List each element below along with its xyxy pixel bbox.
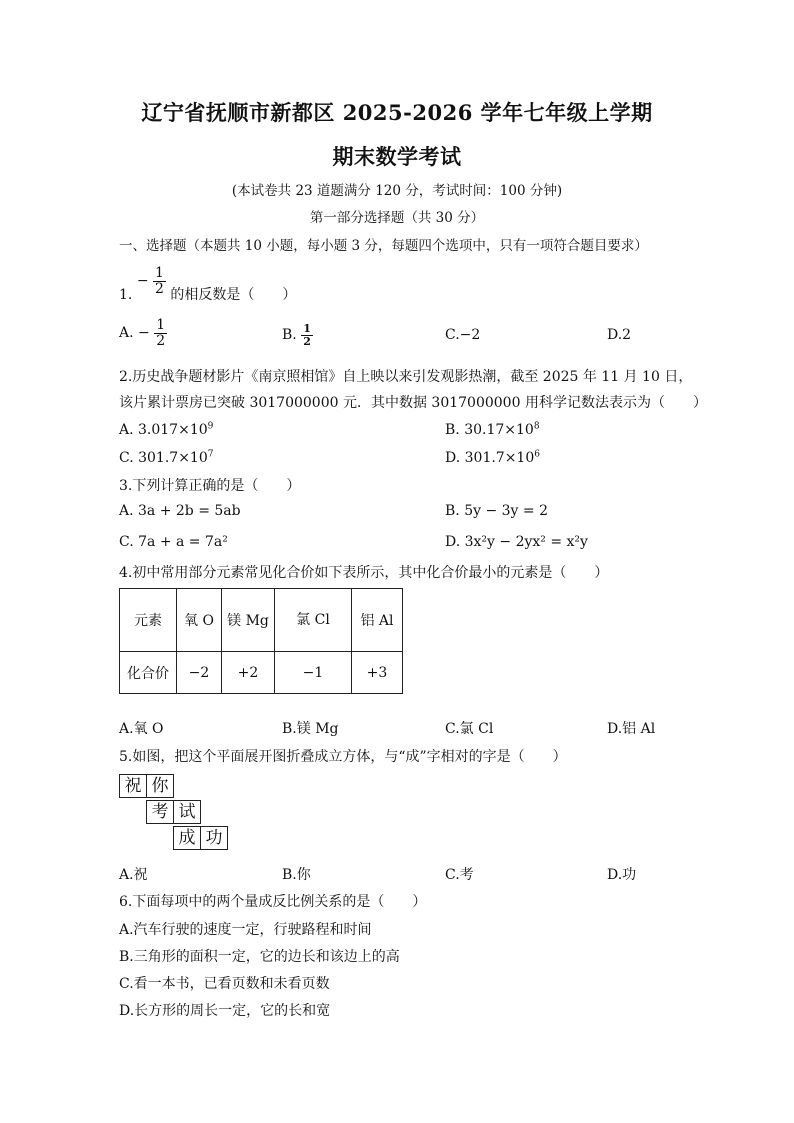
q2-option-d: D. $301.7\times 10^6$	[445, 449, 540, 466]
net-cell: 考	[146, 800, 174, 824]
section-heading: 一、选择题（本题共 10 小题，每小题 3 分，每题四个选项中，只有一项符合题目要求）	[119, 238, 648, 254]
q4-option-c: C.氯 Cl	[445, 721, 494, 737]
net-cell: 你	[146, 774, 174, 798]
q5-option-c: C.考	[445, 867, 474, 883]
question-1-stem: 的相反数是（ ）	[170, 287, 297, 304]
table-cell: 镁 Mg	[222, 589, 275, 652]
q4-option-a: A.氧 O	[119, 721, 164, 737]
question-2-line1: 2.历史战争题材影片《南京照相馆》自上映以来引发观影热潮，截至 2025 年 11 月 10 日，	[119, 369, 693, 385]
q2-option-b: B. $30.17\times 10^8$	[445, 421, 540, 438]
table-cell: 化合价	[120, 652, 177, 694]
q3-option-c: C. 7a + a = 7a²	[119, 534, 228, 550]
table-cell: −1	[275, 652, 352, 694]
part-heading: 第一部分选择题（共 30 分）	[309, 210, 485, 226]
table-cell: 氧 O	[177, 589, 222, 652]
q4-option-d: D.铝 Al	[607, 721, 656, 737]
table-cell: +2	[222, 652, 275, 694]
q3-option-b: B. 5y − 3y = 2	[445, 503, 548, 519]
table-cell: +3	[352, 652, 403, 694]
q5-option-a: A.祝	[119, 867, 148, 883]
exam-info: (本试卷共 23 道题满分 120 分，考试时间：100 分钟)	[231, 183, 563, 199]
question-1-number: 1.	[119, 287, 133, 304]
valence-table	[119, 588, 403, 694]
question-5: 5.如图，把这个平面展开图折叠成立方体，与“成”字相对的字是（ ）	[119, 749, 567, 765]
q3-option-d: D. 3x²y − 2yx² = x²y	[445, 534, 588, 550]
q5-option-b: B.你	[282, 867, 311, 883]
q1-option-c: C.−2	[445, 327, 481, 343]
exam-title-line2: 期末数学考试	[332, 144, 462, 169]
q2-option-c: C. $301.7\times 10^7$	[119, 449, 214, 466]
q3-option-a: A. 3a + 2b = 5ab	[119, 503, 241, 519]
q6-option-d: D.长方形的周长一定，它的长和宽	[119, 1003, 331, 1019]
net-cell: 成	[173, 826, 201, 850]
table-cell: 铝 Al	[352, 589, 403, 652]
question-1	[119, 265, 297, 304]
q1-option-a: A. − $\frac{1}{2}$	[119, 317, 166, 349]
net-cell: 祝	[119, 774, 147, 798]
table-cell: −2	[177, 652, 222, 694]
question-1-fraction: − $\frac{1}{2}$	[136, 265, 164, 297]
q6-option-a: A.汽车行驶的速度一定，行驶路程和时间	[119, 922, 372, 938]
table-cell: 氯 Cl	[275, 589, 352, 652]
q6-option-b: B.三角形的面积一定，它的边长和该边上的高	[119, 949, 400, 965]
q6-option-c: C.看一本书，已看页数和未看页数	[119, 976, 330, 992]
question-6: 6.下面每项中的两个量成反比例关系的是（ ）	[119, 894, 427, 910]
q2-option-a: A. $3.017\times 10^9$	[119, 421, 214, 438]
table-row	[120, 652, 403, 694]
q5-option-d: D.功	[607, 867, 637, 883]
net-cell: 试	[173, 800, 201, 824]
exam-title-line1: 辽宁省抚顺市新都区 2025-2026 学年七年级上学期	[141, 100, 653, 125]
net-cell: 功	[200, 826, 228, 850]
table-row	[120, 589, 403, 652]
question-3: 3.下列计算正确的是（ ）	[119, 478, 301, 494]
table-cell: 元素	[120, 589, 177, 652]
q4-option-b: B.镁 Mg	[282, 721, 339, 737]
question-2-line2: 该片累计票房已突破 3017000000 元．其中数据 3017000000 用科学记数法表示为（ ）	[119, 395, 707, 411]
q1-option-d: D.2	[607, 327, 632, 343]
q1-option-b: B. $\frac{1}{2}$	[282, 322, 311, 348]
question-4: 4.初中常用部分元素常见化合价如下表所示，其中化合价最小的元素是（ ）	[119, 565, 609, 581]
